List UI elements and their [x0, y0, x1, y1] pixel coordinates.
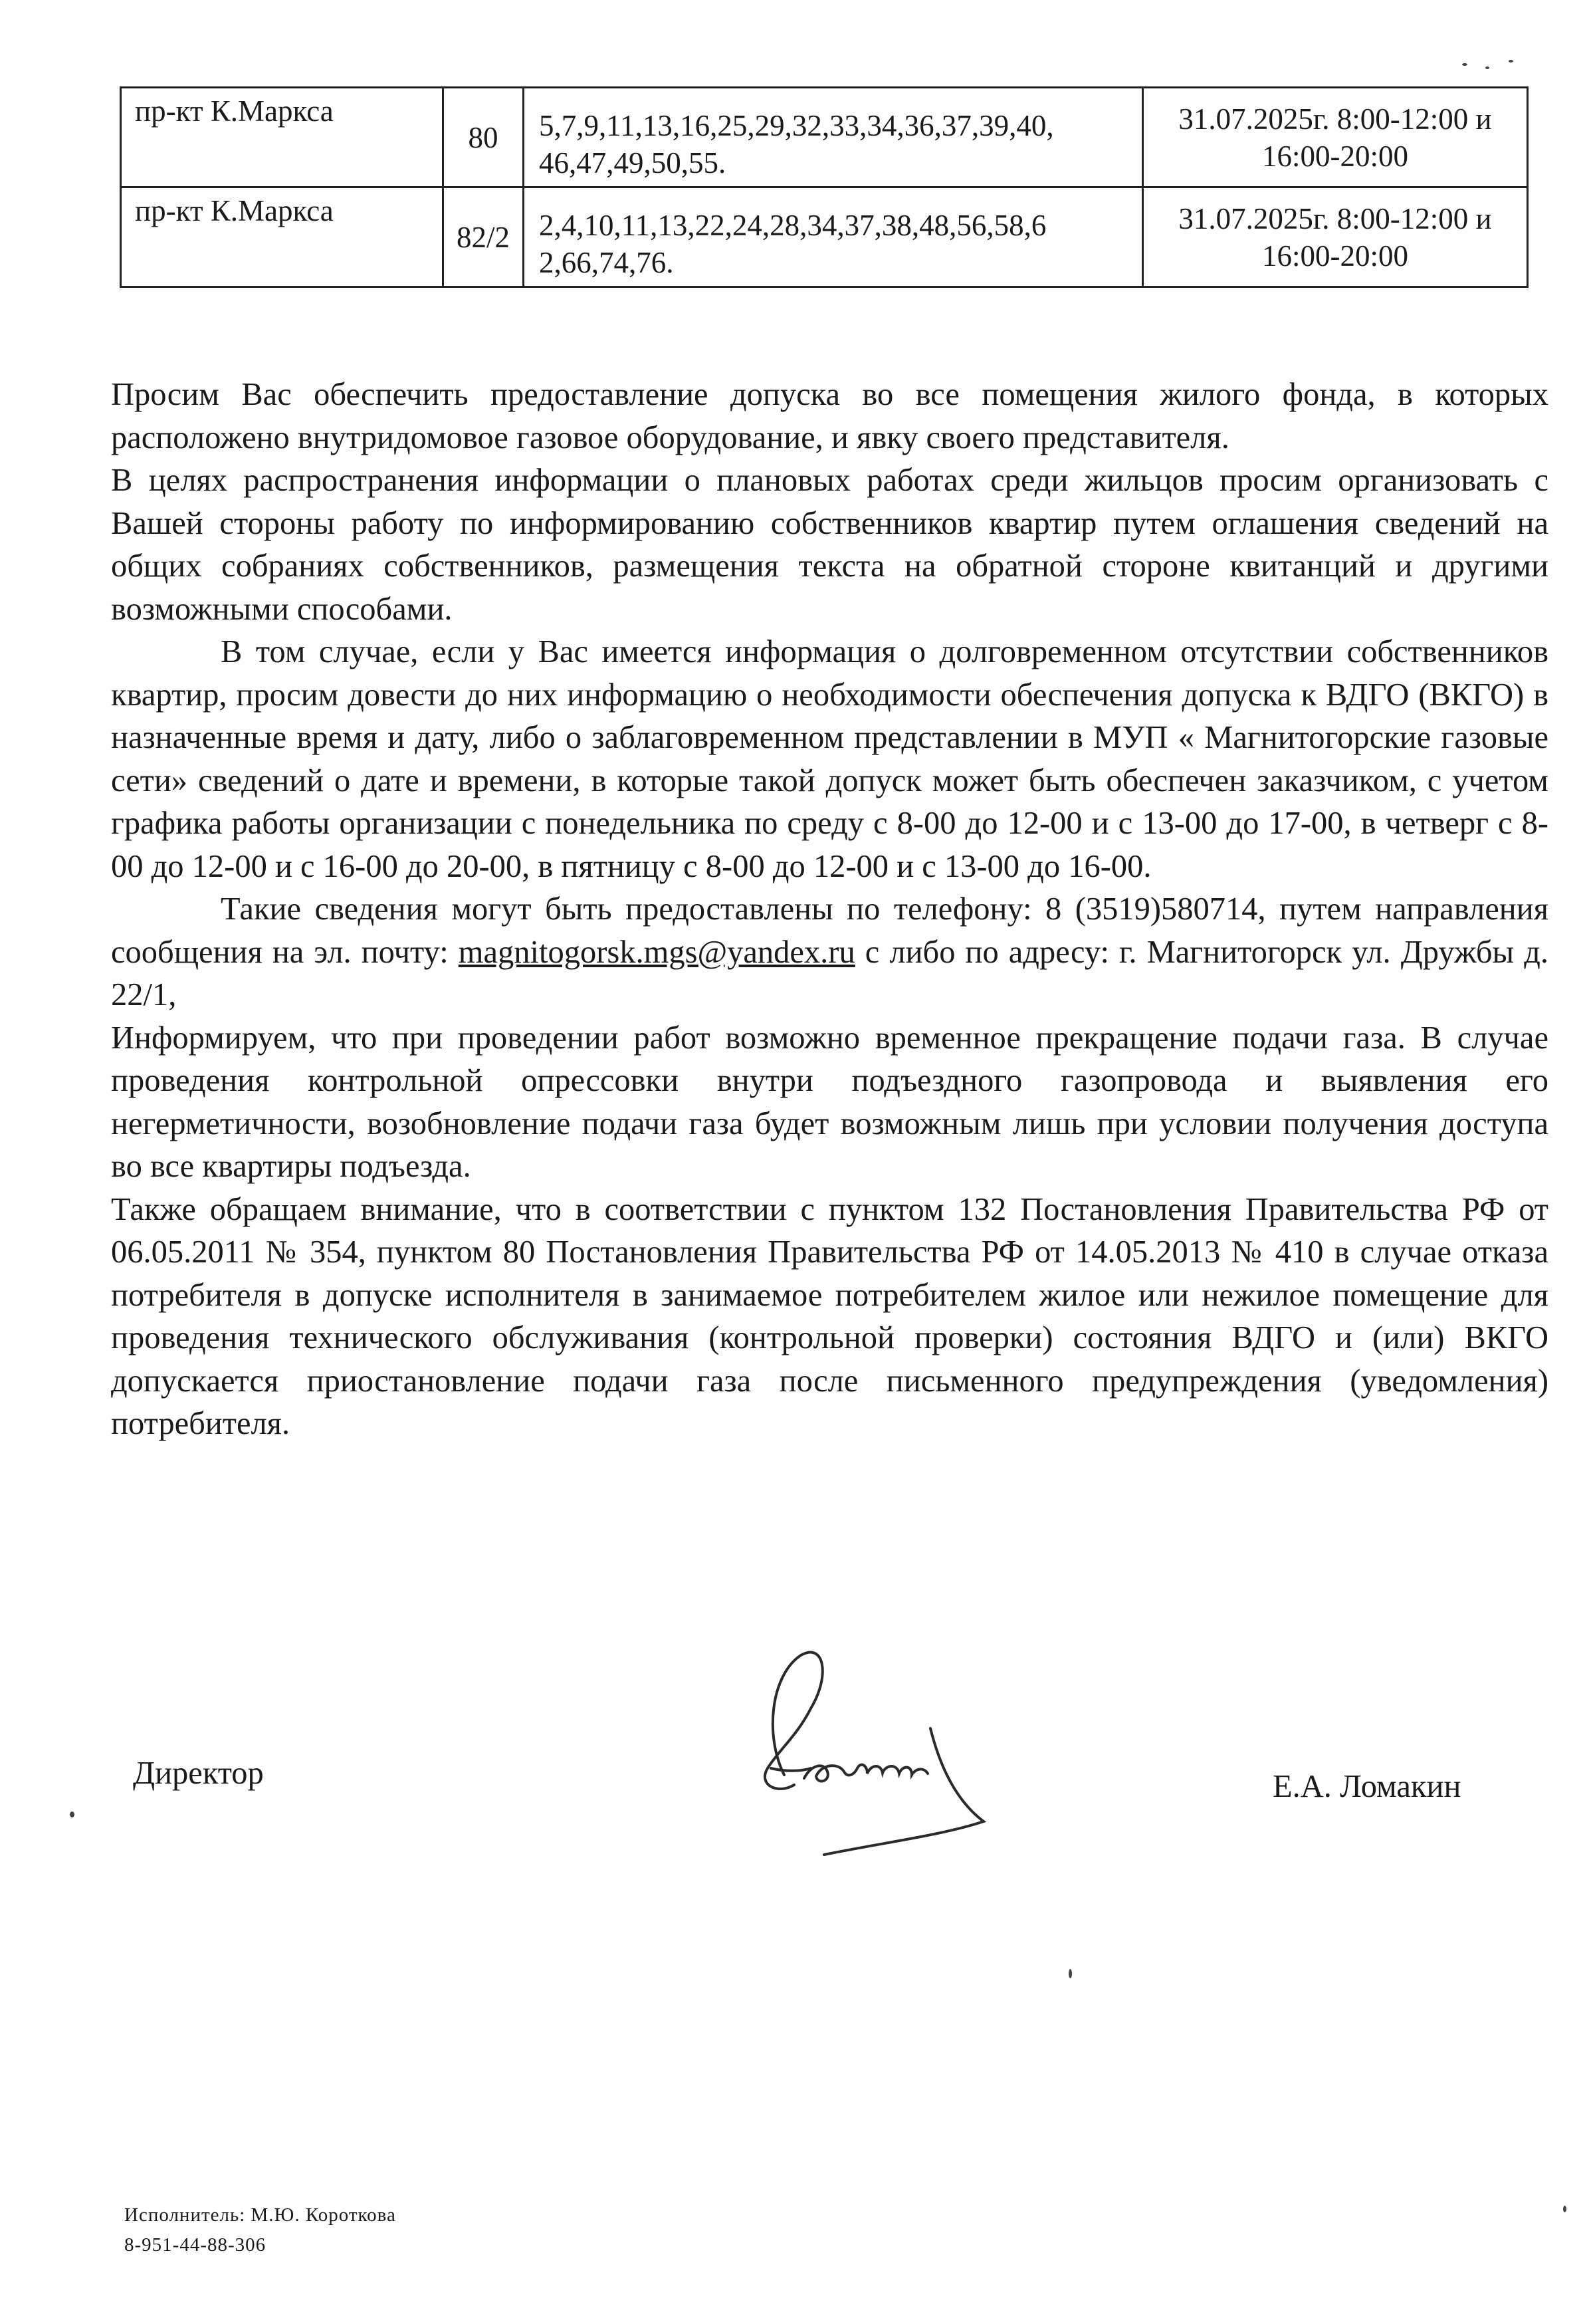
email-link[interactable]: magnitogorsk.mgs@yandex.ru	[458, 934, 855, 970]
executor-name: Исполнитель: М.Ю. Короткова	[124, 2204, 396, 2226]
paragraph-absent-owners: В том случае, если у Вас имеется информация о долговременном отсутствии собственников квартир, просим довести до них информацию о необходимости обеспечения допуска к ВДГО (ВКГО) в назначенные время и дату, либо о заблаговременном представлении в МУП « Магнитогорские газовые сети» сведений о дате и времени, в которые такой допуск может быть обеспечен заказчиком, с учетом графика работы организации с понедельника по среду с 8-00 до 12-00 и с 13-00 до 17-00, в четверг с 8-00 до 12-00 и с 16-00 до 20-00, в пятницу с 8-00 до 12-00 и с 13-00 до 16-00.	[111, 634, 1548, 884]
date-time-cell: 31.07.2025г. 8:00-12:00 и 16:00-20:00	[1143, 187, 1528, 287]
paragraph-legal-notice: Также обращаем внимание, что в соответствии с пунктом 132 Постановления Правительства РФ от 06.05.2011 № 354, пунктом 80 Постановления Правительства РФ от 14.05.2013 № 410 в случае отказа потребителя в допуске исполнителя в занимаемое потребителем жилое или нежилое помещение для проведения технического обслуживания (контрольной проверки) состояния ВДГО и (или) ВКГО допускается приостановление подачи газа после письменного предупреждения (уведомления) потребителя.	[111, 1191, 1548, 1441]
paragraph-access-request: Просим Вас обеспечить предоставление допуска во все помещения жилого фонда, в которых расположено внутридомовое газовое оборудование, и явку своего представителя.	[111, 377, 1548, 455]
apartments-cell: 2,4,10,11,13,22,24,28,34,37,38,48,56,58,6 2,66,74,76.	[524, 187, 1143, 287]
handwritten-signature	[738, 1635, 1083, 1861]
signer-name: Е.А. Ломакин	[1273, 1769, 1461, 1804]
scan-speck	[1509, 60, 1513, 62]
table-row	[121, 88, 1528, 187]
paragraph-contacts	[111, 888, 1548, 1017]
footer-executor-block	[124, 2200, 396, 2260]
scan-speck	[1462, 63, 1467, 66]
contacts-text: Такие сведения могут быть предоставлены по телефону: 8 (3519)580714, путем направления сообщения на эл. почту:	[111, 891, 1548, 970]
scan-speck	[1069, 1969, 1072, 1978]
house-cell: 80	[443, 88, 524, 187]
executor-phone: 8-951-44-88-306	[124, 2234, 266, 2256]
street-cell: пр-кт К.Маркса	[121, 88, 443, 187]
scan-speck	[1485, 66, 1489, 69]
table-row	[121, 187, 1528, 287]
paragraph-information-spread: В целях распространения информации о плановых работах среди жильцов просим организовать с Вашей стороны работу по информированию собственников квартир путем оглашения сведений на общих собраниях собственников, размещения текста на обратной стороне квитанций и другими возможными способами.	[111, 463, 1548, 627]
date-time-cell: 31.07.2025г. 8:00-12:00 и 16:00-20:00	[1143, 88, 1528, 187]
scan-speck	[70, 1811, 74, 1817]
scan-speck	[1563, 2206, 1566, 2212]
house-cell: 82/2	[443, 187, 524, 287]
schedule-table	[120, 86, 1529, 288]
apartments-cell: 5,7,9,11,13,16,25,29,32,33,34,36,37,39,40, 46,47,49,50,55.	[524, 88, 1143, 187]
letter-body	[111, 374, 1548, 1446]
signer-position: Директор	[133, 1756, 264, 1791]
paragraph-gas-interruption: Информируем, что при проведении работ возможно временное прекращение подачи газа. В случае проведения контрольной опрессовки внутри подъездного газопровода и выявления его негерметичности, возобновление подачи газа будет возможным лишь при условии получения доступа во все квартиры подъезда.	[111, 1020, 1548, 1184]
street-cell: пр-кт К.Маркса	[121, 187, 443, 287]
address-text: с либо по адресу: г. Магнитогорск ул. Дружбы д. 22/1,	[111, 934, 1548, 1012]
